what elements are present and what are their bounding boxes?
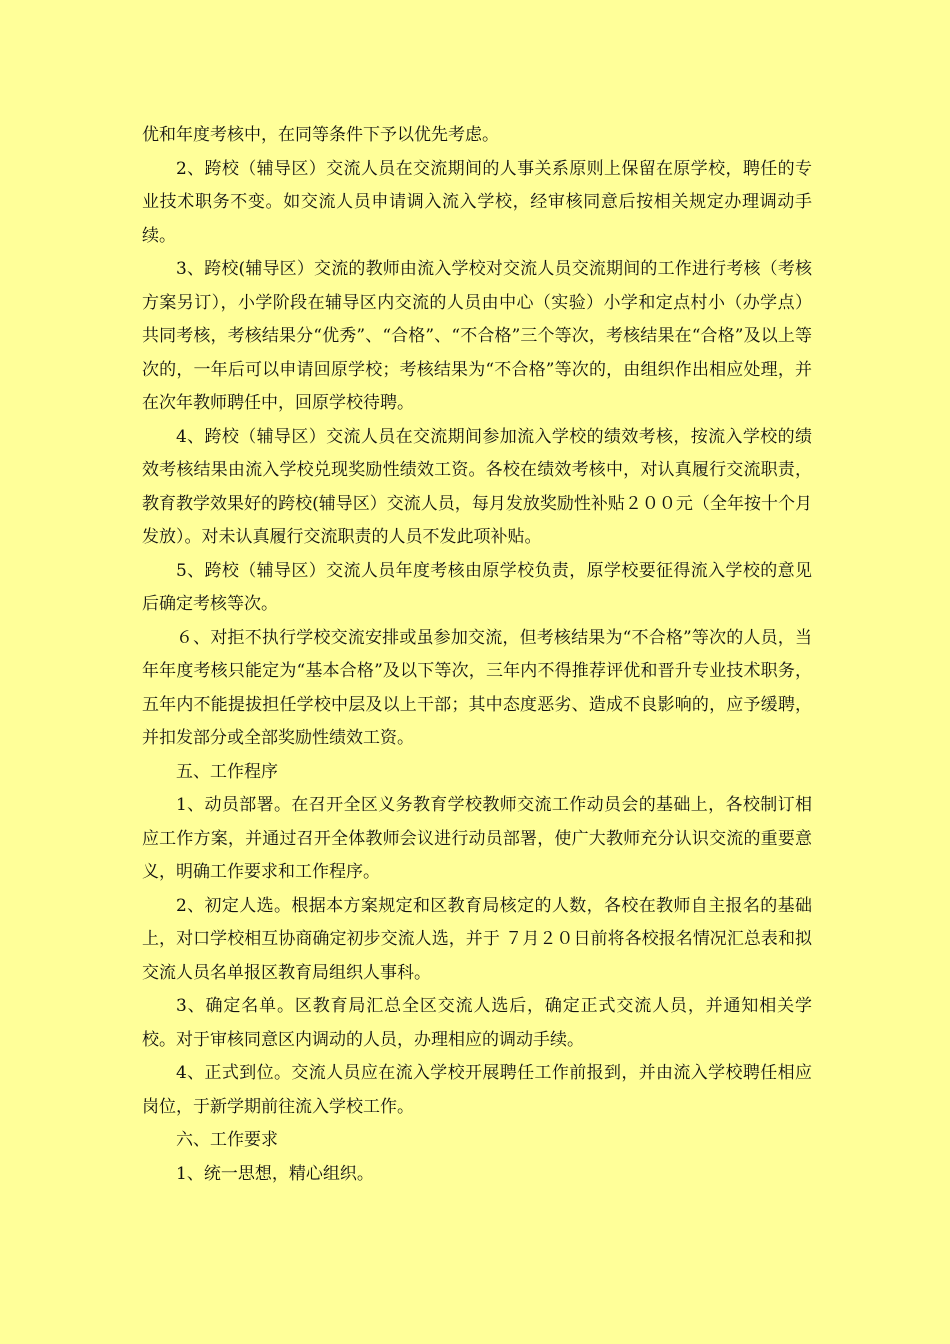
paragraph: 3、确定名单。区教育局汇总全区交流人选后，确定正式交流人员，并通知相关学校。对于审核同意区内调动的人员，办理相应的调动手续。 bbox=[142, 996, 812, 1050]
paragraph: 2、初定人选。根据本方案规定和区教育局核定的人数，各校在教师自主报名的基础上，对口学校相互协商确定初步交流人选，并于 ７月２０日前将各校报名情况汇总表和拟交流人员名单报区教育局组织人事科。 bbox=[142, 895, 812, 983]
paragraph: 4、跨校（辅导区）交流人员在交流期间参加流入学校的绩效考核，按流入学校的绩效考核结果由流入学校兑现奖励性绩效工资。各校在绩效考核中，对认真履行交流职责，教育教学效果好的跨校(辅导区）交流人员，每月发放奖励性补贴２００元（全年按十个月发放）。对未认真履行交流职责的人员不发此项补贴。 bbox=[142, 426, 812, 547]
section-heading: 五、工作程序 bbox=[176, 761, 278, 782]
paragraph: 2、跨校（辅导区）交流人员在交流期间的人事关系原则上保留在原学校，聘任的专业技术职务不变。如交流人员申请调入流入学校，经审核同意后按相关规定办理调动手续。 bbox=[142, 158, 812, 246]
document-body bbox=[142, 119, 812, 1191]
paragraph: 5、跨校（辅导区）交流人员年度考核由原学校负责，原学校要征得流入学校的意见后确定考核等次。 bbox=[142, 560, 812, 614]
paragraph: 1、动员部署。在召开全区义务教育学校教师交流工作动员会的基础上，各校制订相应工作方案，并通过召开全体教师会议进行动员部署，使广大教师充分认识交流的重要意义，明确工作要求和工作程序。 bbox=[142, 795, 812, 882]
paragraph: 4、正式到位。交流人员应在流入学校开展聘任工作前报到，并由流入学校聘任相应岗位，于新学期前往流入学校工作。 bbox=[142, 1063, 812, 1117]
paragraph: 1、统一思想，精心组织。 bbox=[176, 1163, 374, 1184]
paragraph: 优和年度考核中，在同等条件下予以优先考虑。 bbox=[142, 125, 499, 145]
paragraph: ６、对拒不执行学校交流安排或虽参加交流，但考核结果为“不合格”等次的人员，当年年度考核只能定为“基本合格”及以下等次，三年内不得推荐评优和晋升专业技术职务，五年内不能提拔担任学校中层及以上干部；其中态度恶劣、造成不良影响的，应予缓聘，并扣发部分或全部奖励性绩效工资。 bbox=[142, 627, 812, 748]
paragraph: 3、跨校(辅导区）交流的教师由流入学校对交流人员交流期间的工作进行考核（考核方案另订），小学阶段在辅导区内交流的人员由中心（实验）小学和定点村小（办学点）共同考核，考核结果分“优秀”、“合格”、“不合格”三个等次，考核结果在“合格”及以上等次的，一年后可以申请回原学校；考核结果为“不合格”等次的，由组织作出相应处理，并在次年教师聘任中，回原学校待聘。 bbox=[142, 259, 812, 413]
section-heading: 六、工作要求 bbox=[176, 1130, 278, 1150]
